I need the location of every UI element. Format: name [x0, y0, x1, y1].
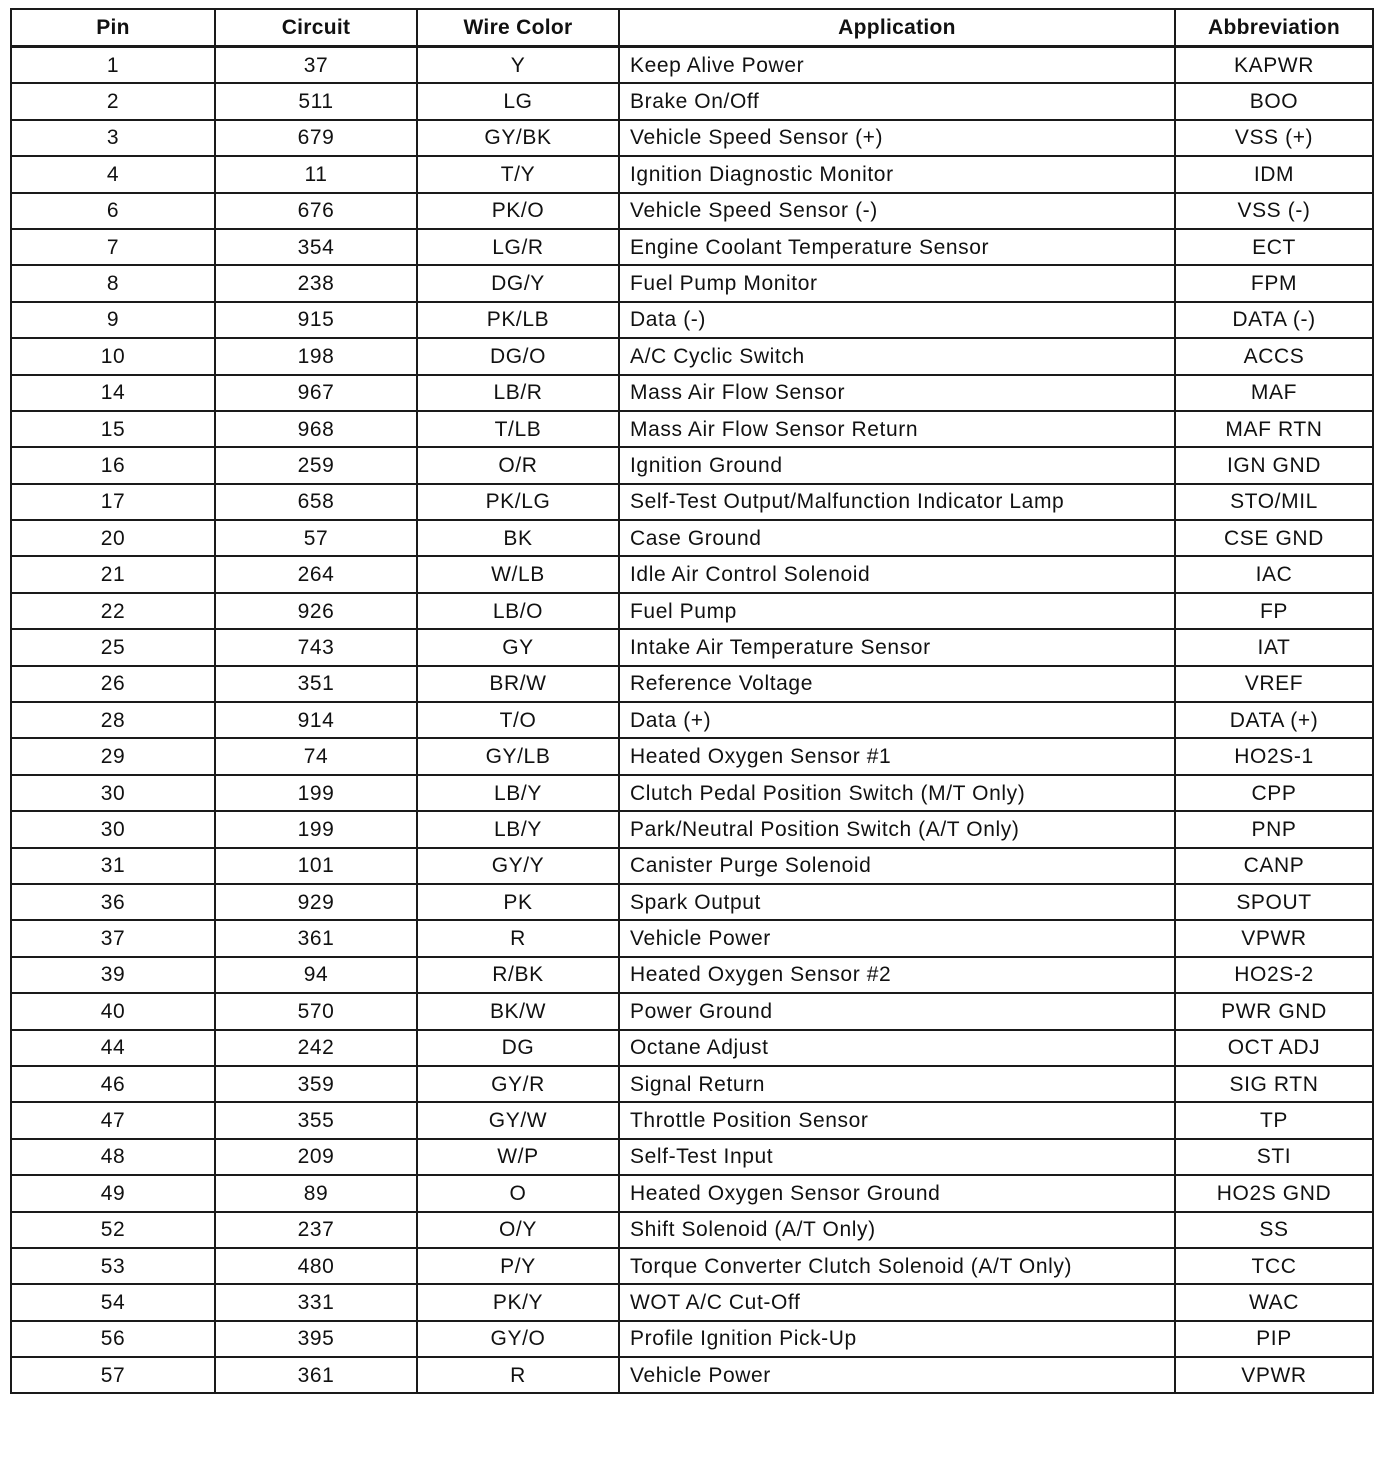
cell-pin: 36 — [11, 884, 215, 920]
cell-application: Data (+) — [619, 702, 1175, 738]
cell-abbreviation: IAC — [1175, 556, 1373, 592]
cell-application: Clutch Pedal Position Switch (M/T Only) — [619, 775, 1175, 811]
table-row — [11, 629, 1373, 665]
cell-circuit: 331 — [215, 1284, 417, 1320]
cell-pin: 1 — [11, 47, 215, 84]
cell-wire-color: O/R — [417, 447, 619, 483]
cell-pin: 14 — [11, 375, 215, 411]
cell-wire-color: T/Y — [417, 156, 619, 192]
cell-application: Profile Ignition Pick-Up — [619, 1321, 1175, 1357]
cell-application: Idle Air Control Solenoid — [619, 556, 1175, 592]
cell-wire-color: LG/R — [417, 229, 619, 265]
cell-application: Mass Air Flow Sensor Return — [619, 411, 1175, 447]
table-row — [11, 484, 1373, 520]
cell-circuit: 264 — [215, 556, 417, 592]
table-row — [11, 1321, 1373, 1357]
cell-abbreviation: ACCS — [1175, 338, 1373, 374]
cell-pin: 21 — [11, 556, 215, 592]
cell-circuit: 37 — [215, 47, 417, 84]
cell-abbreviation: TP — [1175, 1102, 1373, 1138]
cell-application: Mass Air Flow Sensor — [619, 375, 1175, 411]
table-row — [11, 811, 1373, 847]
table-row — [11, 848, 1373, 884]
table-row — [11, 1212, 1373, 1248]
cell-wire-color: BK — [417, 520, 619, 556]
cell-circuit: 658 — [215, 484, 417, 520]
table-row — [11, 47, 1373, 84]
cell-wire-color: PK/O — [417, 193, 619, 229]
cell-circuit: 915 — [215, 302, 417, 338]
cell-circuit: 74 — [215, 738, 417, 774]
table-row — [11, 411, 1373, 447]
cell-pin: 48 — [11, 1139, 215, 1175]
table-row — [11, 156, 1373, 192]
cell-wire-color: PK/LB — [417, 302, 619, 338]
cell-application: Octane Adjust — [619, 1030, 1175, 1066]
table-row — [11, 884, 1373, 920]
cell-wire-color: T/O — [417, 702, 619, 738]
cell-abbreviation: IAT — [1175, 629, 1373, 665]
cell-abbreviation: MAF — [1175, 375, 1373, 411]
cell-pin: 7 — [11, 229, 215, 265]
cell-pin: 17 — [11, 484, 215, 520]
cell-abbreviation: CANP — [1175, 848, 1373, 884]
cell-circuit: 570 — [215, 993, 417, 1029]
cell-application: Intake Air Temperature Sensor — [619, 629, 1175, 665]
cell-circuit: 914 — [215, 702, 417, 738]
cell-application: Heated Oxygen Sensor #1 — [619, 738, 1175, 774]
header-circuit: Circuit — [215, 9, 417, 47]
cell-wire-color: LB/Y — [417, 775, 619, 811]
cell-abbreviation: VSS (+) — [1175, 120, 1373, 156]
cell-abbreviation: VSS (-) — [1175, 193, 1373, 229]
cell-pin: 47 — [11, 1102, 215, 1138]
cell-application: Engine Coolant Temperature Sensor — [619, 229, 1175, 265]
cell-pin: 26 — [11, 666, 215, 702]
cell-application: Vehicle Speed Sensor (-) — [619, 193, 1175, 229]
cell-abbreviation: PNP — [1175, 811, 1373, 847]
cell-pin: 31 — [11, 848, 215, 884]
cell-application: Power Ground — [619, 993, 1175, 1029]
cell-circuit: 676 — [215, 193, 417, 229]
cell-pin: 56 — [11, 1321, 215, 1357]
cell-pin: 53 — [11, 1248, 215, 1284]
table-row — [11, 920, 1373, 956]
cell-wire-color: O/Y — [417, 1212, 619, 1248]
cell-application: Data (-) — [619, 302, 1175, 338]
cell-circuit: 198 — [215, 338, 417, 374]
table-row — [11, 120, 1373, 156]
cell-pin: 49 — [11, 1175, 215, 1211]
cell-circuit: 199 — [215, 775, 417, 811]
cell-pin: 20 — [11, 520, 215, 556]
table-row — [11, 1175, 1373, 1211]
cell-abbreviation: ECT — [1175, 229, 1373, 265]
cell-pin: 57 — [11, 1357, 215, 1393]
cell-application: Throttle Position Sensor — [619, 1102, 1175, 1138]
cell-abbreviation: STO/MIL — [1175, 484, 1373, 520]
table-row — [11, 1357, 1373, 1393]
header-row — [11, 9, 1373, 47]
cell-wire-color: LG — [417, 83, 619, 119]
cell-abbreviation: TCC — [1175, 1248, 1373, 1284]
cell-pin: 52 — [11, 1212, 215, 1248]
cell-application: Reference Voltage — [619, 666, 1175, 702]
cell-pin: 3 — [11, 120, 215, 156]
cell-pin: 54 — [11, 1284, 215, 1320]
table-row — [11, 993, 1373, 1029]
cell-abbreviation: CSE GND — [1175, 520, 1373, 556]
cell-wire-color: Y — [417, 47, 619, 84]
cell-pin: 46 — [11, 1066, 215, 1102]
cell-abbreviation: VPWR — [1175, 1357, 1373, 1393]
cell-wire-color: GY/O — [417, 1321, 619, 1357]
cell-pin: 30 — [11, 775, 215, 811]
cell-application: Brake On/Off — [619, 83, 1175, 119]
cell-abbreviation: STI — [1175, 1139, 1373, 1175]
table-row — [11, 702, 1373, 738]
cell-circuit: 926 — [215, 593, 417, 629]
table-row — [11, 1248, 1373, 1284]
table-row — [11, 556, 1373, 592]
cell-circuit: 351 — [215, 666, 417, 702]
table-row — [11, 1102, 1373, 1138]
table-row — [11, 738, 1373, 774]
cell-wire-color: GY — [417, 629, 619, 665]
header-abbreviation: Abbreviation — [1175, 9, 1373, 47]
cell-wire-color: PK — [417, 884, 619, 920]
cell-abbreviation: SS — [1175, 1212, 1373, 1248]
table-row — [11, 1139, 1373, 1175]
cell-wire-color: T/LB — [417, 411, 619, 447]
cell-wire-color: DG — [417, 1030, 619, 1066]
cell-application: Heated Oxygen Sensor Ground — [619, 1175, 1175, 1211]
cell-circuit: 238 — [215, 265, 417, 301]
table-row — [11, 302, 1373, 338]
cell-abbreviation: FP — [1175, 593, 1373, 629]
cell-application: Shift Solenoid (A/T Only) — [619, 1212, 1175, 1248]
cell-circuit: 354 — [215, 229, 417, 265]
cell-wire-color: BK/W — [417, 993, 619, 1029]
cell-application: WOT A/C Cut-Off — [619, 1284, 1175, 1320]
cell-circuit: 511 — [215, 83, 417, 119]
cell-wire-color: R — [417, 1357, 619, 1393]
table-row — [11, 375, 1373, 411]
cell-abbreviation: FPM — [1175, 265, 1373, 301]
cell-circuit: 743 — [215, 629, 417, 665]
cell-application: Spark Output — [619, 884, 1175, 920]
cell-pin: 15 — [11, 411, 215, 447]
cell-circuit: 89 — [215, 1175, 417, 1211]
cell-wire-color: GY/LB — [417, 738, 619, 774]
cell-pin: 4 — [11, 156, 215, 192]
cell-circuit: 209 — [215, 1139, 417, 1175]
cell-application: Vehicle Power — [619, 920, 1175, 956]
cell-abbreviation: DATA (-) — [1175, 302, 1373, 338]
cell-abbreviation: MAF RTN — [1175, 411, 1373, 447]
table-row — [11, 520, 1373, 556]
cell-application: Keep Alive Power — [619, 47, 1175, 84]
cell-abbreviation: IDM — [1175, 156, 1373, 192]
cell-pin: 29 — [11, 738, 215, 774]
cell-wire-color: PK/Y — [417, 1284, 619, 1320]
cell-abbreviation: DATA (+) — [1175, 702, 1373, 738]
cell-wire-color: LB/Y — [417, 811, 619, 847]
cell-circuit: 259 — [215, 447, 417, 483]
cell-application: Vehicle Power — [619, 1357, 1175, 1393]
cell-abbreviation: HO2S GND — [1175, 1175, 1373, 1211]
cell-application: Signal Return — [619, 1066, 1175, 1102]
cell-application: Ignition Ground — [619, 447, 1175, 483]
cell-circuit: 57 — [215, 520, 417, 556]
cell-circuit: 929 — [215, 884, 417, 920]
cell-circuit: 11 — [215, 156, 417, 192]
cell-application: Fuel Pump Monitor — [619, 265, 1175, 301]
table-row — [11, 593, 1373, 629]
cell-wire-color: BR/W — [417, 666, 619, 702]
header-wire-color: Wire Color — [417, 9, 619, 47]
cell-pin: 10 — [11, 338, 215, 374]
table-body — [11, 47, 1373, 1394]
cell-pin: 28 — [11, 702, 215, 738]
cell-application: Self-Test Input — [619, 1139, 1175, 1175]
table-row — [11, 338, 1373, 374]
table-row — [11, 193, 1373, 229]
cell-wire-color: GY/BK — [417, 120, 619, 156]
cell-circuit: 94 — [215, 957, 417, 993]
cell-abbreviation: SIG RTN — [1175, 1066, 1373, 1102]
cell-wire-color: DG/Y — [417, 265, 619, 301]
cell-circuit: 242 — [215, 1030, 417, 1066]
cell-wire-color: LB/R — [417, 375, 619, 411]
cell-circuit: 199 — [215, 811, 417, 847]
cell-wire-color: W/P — [417, 1139, 619, 1175]
cell-abbreviation: SPOUT — [1175, 884, 1373, 920]
table-header — [11, 9, 1373, 47]
cell-abbreviation: OCT ADJ — [1175, 1030, 1373, 1066]
pinout-table — [10, 8, 1374, 1394]
table-row — [11, 83, 1373, 119]
cell-pin: 6 — [11, 193, 215, 229]
cell-abbreviation: BOO — [1175, 83, 1373, 119]
pinout-sheet — [10, 8, 1372, 1394]
cell-pin: 44 — [11, 1030, 215, 1066]
cell-application: Torque Converter Clutch Solenoid (A/T Only) — [619, 1248, 1175, 1284]
cell-circuit: 361 — [215, 1357, 417, 1393]
cell-abbreviation: KAPWR — [1175, 47, 1373, 84]
cell-application: Ignition Diagnostic Monitor — [619, 156, 1175, 192]
cell-wire-color: LB/O — [417, 593, 619, 629]
cell-pin: 9 — [11, 302, 215, 338]
table-row — [11, 1284, 1373, 1320]
cell-circuit: 968 — [215, 411, 417, 447]
cell-wire-color: DG/O — [417, 338, 619, 374]
cell-pin: 8 — [11, 265, 215, 301]
cell-circuit: 101 — [215, 848, 417, 884]
cell-abbreviation: WAC — [1175, 1284, 1373, 1320]
cell-wire-color: R — [417, 920, 619, 956]
cell-abbreviation: IGN GND — [1175, 447, 1373, 483]
cell-abbreviation: VREF — [1175, 666, 1373, 702]
cell-pin: 16 — [11, 447, 215, 483]
table-row — [11, 265, 1373, 301]
cell-wire-color: GY/W — [417, 1102, 619, 1138]
header-pin: Pin — [11, 9, 215, 47]
cell-application: Vehicle Speed Sensor (+) — [619, 120, 1175, 156]
cell-wire-color: GY/R — [417, 1066, 619, 1102]
table-row — [11, 447, 1373, 483]
table-row — [11, 666, 1373, 702]
table-row — [11, 775, 1373, 811]
cell-circuit: 359 — [215, 1066, 417, 1102]
cell-circuit: 361 — [215, 920, 417, 956]
cell-circuit: 967 — [215, 375, 417, 411]
cell-wire-color: R/BK — [417, 957, 619, 993]
cell-application: A/C Cyclic Switch — [619, 338, 1175, 374]
cell-pin: 22 — [11, 593, 215, 629]
cell-application: Park/Neutral Position Switch (A/T Only) — [619, 811, 1175, 847]
cell-abbreviation: PIP — [1175, 1321, 1373, 1357]
table-row — [11, 1066, 1373, 1102]
table-row — [11, 957, 1373, 993]
header-application: Application — [619, 9, 1175, 47]
cell-wire-color: W/LB — [417, 556, 619, 592]
cell-pin: 30 — [11, 811, 215, 847]
cell-circuit: 355 — [215, 1102, 417, 1138]
cell-application: Heated Oxygen Sensor #2 — [619, 957, 1175, 993]
cell-pin: 39 — [11, 957, 215, 993]
table-row — [11, 229, 1373, 265]
cell-pin: 25 — [11, 629, 215, 665]
cell-pin: 40 — [11, 993, 215, 1029]
cell-abbreviation: HO2S-2 — [1175, 957, 1373, 993]
cell-circuit: 237 — [215, 1212, 417, 1248]
cell-circuit: 679 — [215, 120, 417, 156]
cell-wire-color: O — [417, 1175, 619, 1211]
cell-circuit: 480 — [215, 1248, 417, 1284]
table-row — [11, 1030, 1373, 1066]
cell-wire-color: GY/Y — [417, 848, 619, 884]
cell-abbreviation: PWR GND — [1175, 993, 1373, 1029]
cell-abbreviation: HO2S-1 — [1175, 738, 1373, 774]
cell-abbreviation: CPP — [1175, 775, 1373, 811]
cell-abbreviation: VPWR — [1175, 920, 1373, 956]
cell-wire-color: P/Y — [417, 1248, 619, 1284]
cell-application: Case Ground — [619, 520, 1175, 556]
cell-application: Canister Purge Solenoid — [619, 848, 1175, 884]
cell-application: Fuel Pump — [619, 593, 1175, 629]
cell-pin: 2 — [11, 83, 215, 119]
cell-pin: 37 — [11, 920, 215, 956]
cell-application: Self-Test Output/Malfunction Indicator Lamp — [619, 484, 1175, 520]
cell-wire-color: PK/LG — [417, 484, 619, 520]
cell-circuit: 395 — [215, 1321, 417, 1357]
